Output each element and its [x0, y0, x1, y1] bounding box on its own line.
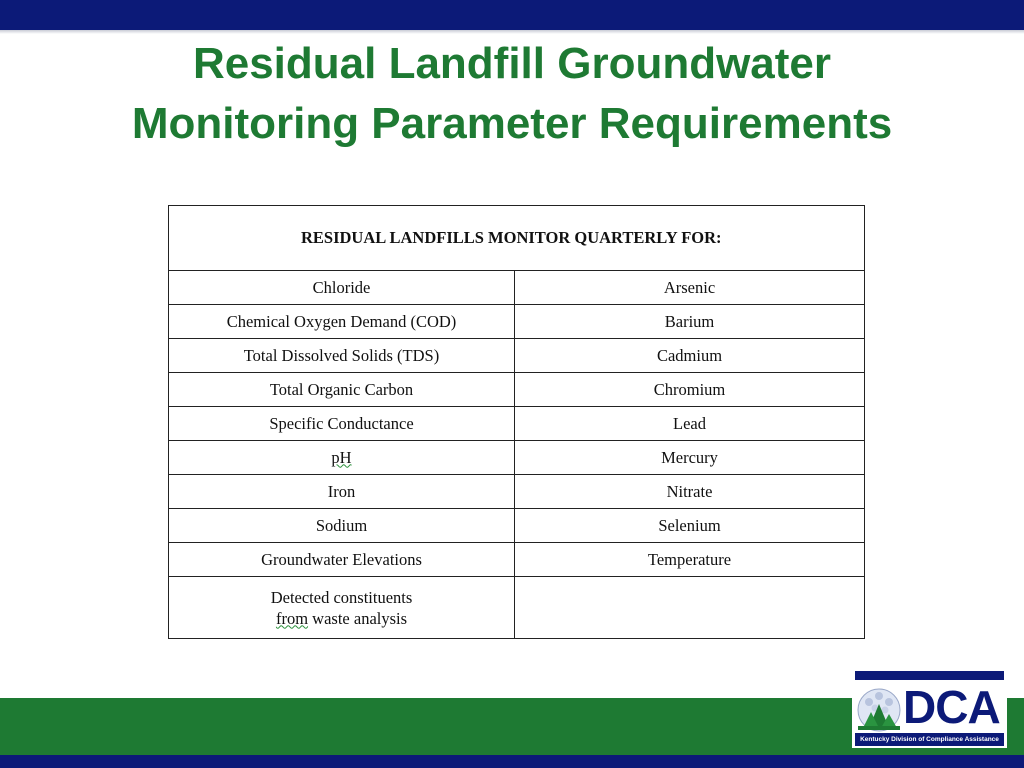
- ph-text: pH: [331, 447, 352, 467]
- table-cell-right: Nitrate: [515, 475, 865, 509]
- table-cell-right: Barium: [515, 305, 865, 339]
- table-cell-left: Chemical Oxygen Demand (COD): [169, 305, 515, 339]
- table-cell-right: Selenium: [515, 509, 865, 543]
- table-cell-left: Total Dissolved Solids (TDS): [169, 339, 515, 373]
- bottom-navy-bar: [0, 755, 1024, 768]
- detected-line-1: Detected constituents: [270, 587, 413, 607]
- slide-title-line-2: Monitoring Parameter Requirements: [131, 99, 893, 148]
- table-row: [169, 543, 865, 577]
- table-cell-right: Arsenic: [515, 271, 865, 305]
- table-cell-left: Sodium: [169, 509, 515, 543]
- table-row: [169, 407, 865, 441]
- table-row: [169, 577, 865, 639]
- slide-title: [0, 34, 1024, 154]
- table-row: [169, 441, 865, 475]
- logo-subtitle: Kentucky Division of Compliance Assistance: [855, 733, 1004, 746]
- globe-tree-icon: [855, 684, 905, 734]
- table-row: [169, 373, 865, 407]
- table-header: RESIDUAL LANDFILLS MONITOR QUARTERLY FOR:: [169, 206, 865, 271]
- table-row: [169, 305, 865, 339]
- table-cell-left: Iron: [169, 475, 515, 509]
- table-cell-left: [169, 577, 515, 639]
- table-cell-right: Chromium: [515, 373, 865, 407]
- table-cell-right: Lead: [515, 407, 865, 441]
- table-cell-left: [169, 441, 515, 475]
- table-row: [169, 475, 865, 509]
- table-cell-right: Cadmium: [515, 339, 865, 373]
- waste-analysis-text: waste analysis: [308, 608, 408, 628]
- detected-line-2: [169, 608, 514, 629]
- table-cell-left: Chloride: [169, 271, 515, 305]
- table-cell-left: Specific Conductance: [169, 407, 515, 441]
- from-word: from: [275, 608, 309, 628]
- top-banner-bar: [0, 0, 1024, 30]
- table-cell-left: Groundwater Elevations: [169, 543, 515, 577]
- parameter-table: [168, 205, 865, 639]
- parameter-table-container: [168, 205, 864, 639]
- table-header-row: [169, 206, 865, 271]
- table-cell-right: Mercury: [515, 441, 865, 475]
- table-cell-right: Temperature: [515, 543, 865, 577]
- table-row: [169, 509, 865, 543]
- table-row: [169, 339, 865, 373]
- table-cell-left: Total Organic Carbon: [169, 373, 515, 407]
- logo-text: DCA: [903, 681, 1000, 733]
- slide-title-line-1: Residual Landfill Groundwater: [192, 39, 832, 88]
- table-cell-right-empty: [515, 577, 865, 639]
- dca-logo: [852, 668, 1007, 748]
- table-row: [169, 271, 865, 305]
